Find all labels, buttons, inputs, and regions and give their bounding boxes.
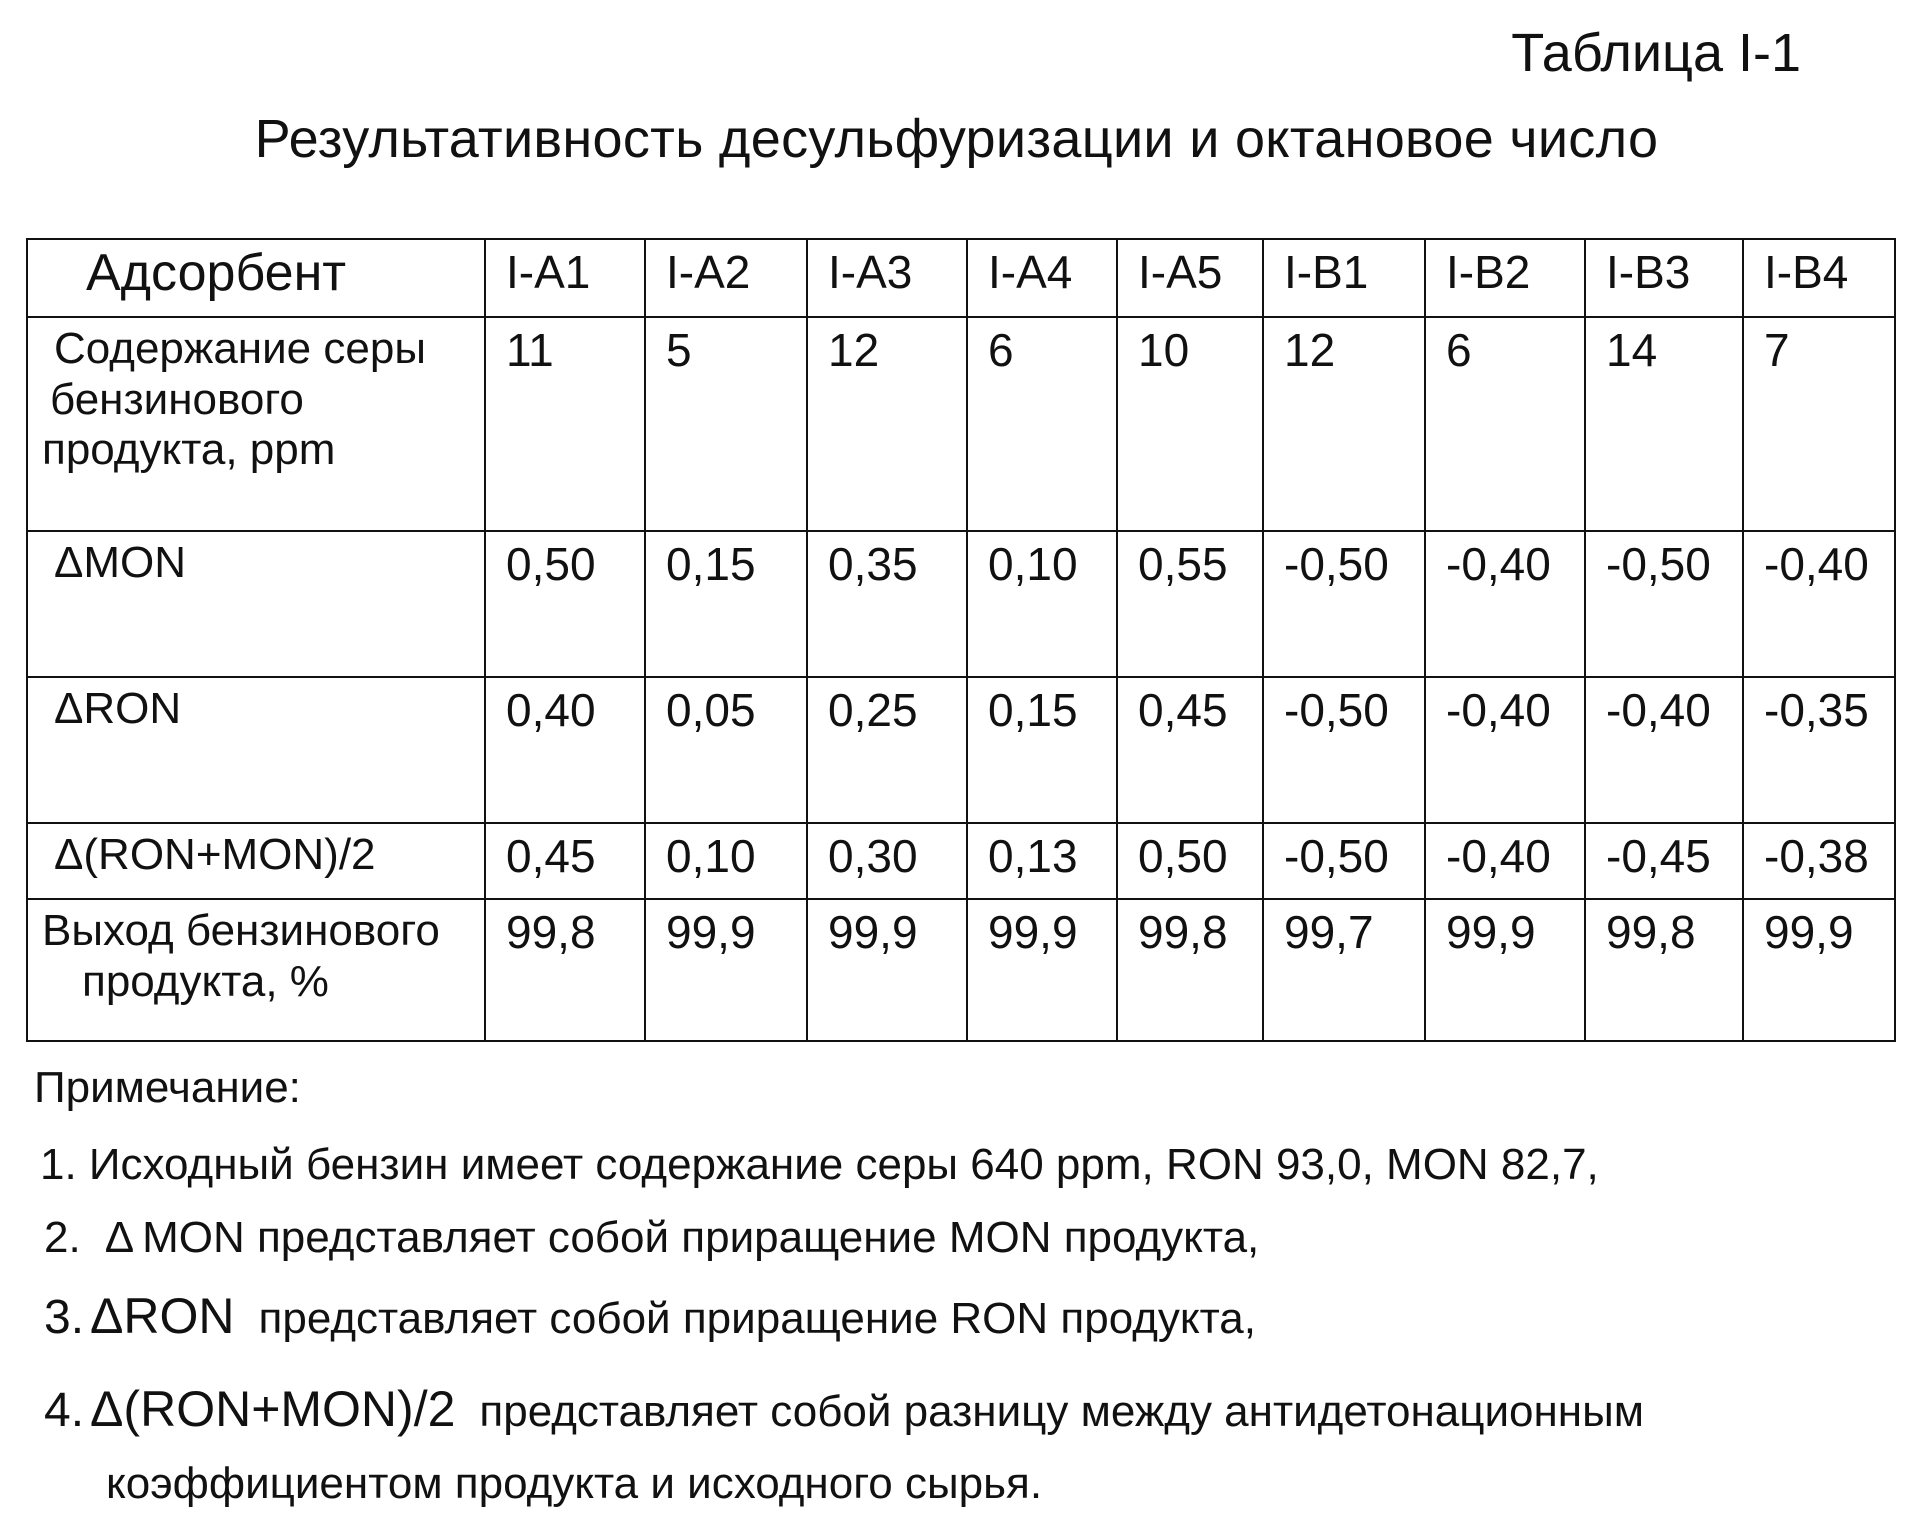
row-label-line: Содержание серы bbox=[54, 324, 426, 373]
table-cell: 0,50 bbox=[1117, 823, 1263, 899]
table-cell: 99,9 bbox=[967, 899, 1117, 1041]
table-cell: 0,13 bbox=[967, 823, 1117, 899]
table-row-delta-avg bbox=[27, 823, 1895, 899]
note-text-continued: коэффициентом продукта и исходного сырья. bbox=[106, 1458, 1043, 1508]
column-header: I-A5 bbox=[1117, 239, 1263, 317]
table-cell: 0,30 bbox=[807, 823, 967, 899]
table-row-delta-mon bbox=[27, 531, 1895, 677]
note-text: MON представляет собой приращение MON продукта, bbox=[142, 1212, 1260, 1262]
table-cell: -0,40 bbox=[1585, 677, 1743, 823]
row-label-delta-avg: Δ(RON+MON)/2 bbox=[27, 823, 485, 899]
column-header: I-B4 bbox=[1743, 239, 1895, 317]
column-header: I-A3 bbox=[807, 239, 967, 317]
table-cell: -0,40 bbox=[1425, 677, 1585, 823]
table-cell: 10 bbox=[1117, 317, 1263, 531]
table-cell: 99,9 bbox=[807, 899, 967, 1041]
row-label-yield bbox=[27, 899, 485, 1041]
row-label-line: Выход бензинового bbox=[42, 906, 440, 955]
table-cell: -0,35 bbox=[1743, 677, 1895, 823]
results-table bbox=[26, 238, 1896, 1042]
column-header: I-B2 bbox=[1425, 239, 1585, 317]
note-4 bbox=[44, 1379, 1874, 1510]
column-header: I-A4 bbox=[967, 239, 1117, 317]
table-cell: 99,8 bbox=[1585, 899, 1743, 1041]
delta-symbol: Δ bbox=[104, 1212, 135, 1262]
table-cell: 99,8 bbox=[1117, 899, 1263, 1041]
corner-header: Адсорбент bbox=[27, 239, 485, 317]
table-cell: -0,50 bbox=[1263, 677, 1425, 823]
note-1: 1. Исходный бензин имеет содержание серы 640 ppm, RON 93,0, MON 82,7, bbox=[40, 1139, 1599, 1189]
row-label-sulfur bbox=[27, 317, 485, 531]
table-cell: 0,05 bbox=[645, 677, 807, 823]
table-cell: 12 bbox=[807, 317, 967, 531]
table-cell: 6 bbox=[967, 317, 1117, 531]
row-label-delta-ron: ΔRON bbox=[27, 677, 485, 823]
table-cell: -0,40 bbox=[1425, 531, 1585, 677]
notes-heading: Примечание: bbox=[34, 1063, 301, 1112]
table-cell: 5 bbox=[645, 317, 807, 531]
row-label-delta-mon: ΔMON bbox=[27, 531, 485, 677]
row-label-line: бензинового bbox=[50, 374, 304, 424]
column-header: I-B3 bbox=[1585, 239, 1743, 317]
table-cell: 0,40 bbox=[485, 677, 645, 823]
table-cell: -0,40 bbox=[1425, 823, 1585, 899]
table-cell: 0,10 bbox=[645, 823, 807, 899]
table-cell: 0,35 bbox=[807, 531, 967, 677]
table-cell: -0,50 bbox=[1263, 823, 1425, 899]
table-cell: 0,15 bbox=[967, 677, 1117, 823]
table-cell: -0,38 bbox=[1743, 823, 1895, 899]
note-number: 4. bbox=[44, 1383, 85, 1437]
delta-ron-symbol: ΔRON bbox=[90, 1288, 235, 1345]
table-cell: 0,10 bbox=[967, 531, 1117, 677]
table-row-sulfur bbox=[27, 317, 1895, 531]
table-cell: 0,45 bbox=[485, 823, 645, 899]
table-cell: 6 bbox=[1425, 317, 1585, 531]
table-cell: 0,55 bbox=[1117, 531, 1263, 677]
table-cell: 12 bbox=[1263, 317, 1425, 531]
notes-section bbox=[34, 1062, 1874, 1510]
row-label-line: продукта, ppm bbox=[42, 425, 336, 475]
note-text: представляет собой приращение RON продукта, bbox=[258, 1294, 1256, 1344]
table-cell: -0,50 bbox=[1263, 531, 1425, 677]
table-cell: 0,25 bbox=[807, 677, 967, 823]
table-cell: -0,40 bbox=[1743, 531, 1895, 677]
note-number: 2. bbox=[44, 1212, 81, 1262]
table-cell: 7 bbox=[1743, 317, 1895, 531]
table-cell: 0,50 bbox=[485, 531, 645, 677]
table-cell: 99,9 bbox=[1743, 899, 1895, 1041]
table-cell: 99,8 bbox=[485, 899, 645, 1041]
table-cell: 99,9 bbox=[1425, 899, 1585, 1041]
table-header-row bbox=[27, 239, 1895, 317]
note-2 bbox=[44, 1212, 1874, 1265]
table-cell: -0,45 bbox=[1585, 823, 1743, 899]
table-label: Таблица I-1 bbox=[1511, 23, 1801, 83]
table-cell: 11 bbox=[485, 317, 645, 531]
table-row-delta-ron bbox=[27, 677, 1895, 823]
column-header: I-B1 bbox=[1263, 239, 1425, 317]
table-row-yield bbox=[27, 899, 1895, 1041]
note-text: представляет собой разницу между антидетонационным bbox=[479, 1386, 1644, 1436]
table-cell: 0,45 bbox=[1117, 677, 1263, 823]
note-number: 3. bbox=[44, 1291, 85, 1345]
note-3 bbox=[44, 1286, 1874, 1347]
row-label-line: продукта, % bbox=[82, 956, 329, 1006]
delta-avg-symbol: Δ(RON+MON)/2 bbox=[90, 1380, 456, 1437]
table-cell: -0,50 bbox=[1585, 531, 1743, 677]
table-cell: 99,9 bbox=[645, 899, 807, 1041]
table-cell: 99,7 bbox=[1263, 899, 1425, 1041]
column-header: I-A2 bbox=[645, 239, 807, 317]
table-cell: 14 bbox=[1585, 317, 1743, 531]
table-title: Результативность десульфуризации и октановое число bbox=[254, 109, 1659, 169]
table-cell: 0,15 bbox=[645, 531, 807, 677]
column-header: I-A1 bbox=[485, 239, 645, 317]
